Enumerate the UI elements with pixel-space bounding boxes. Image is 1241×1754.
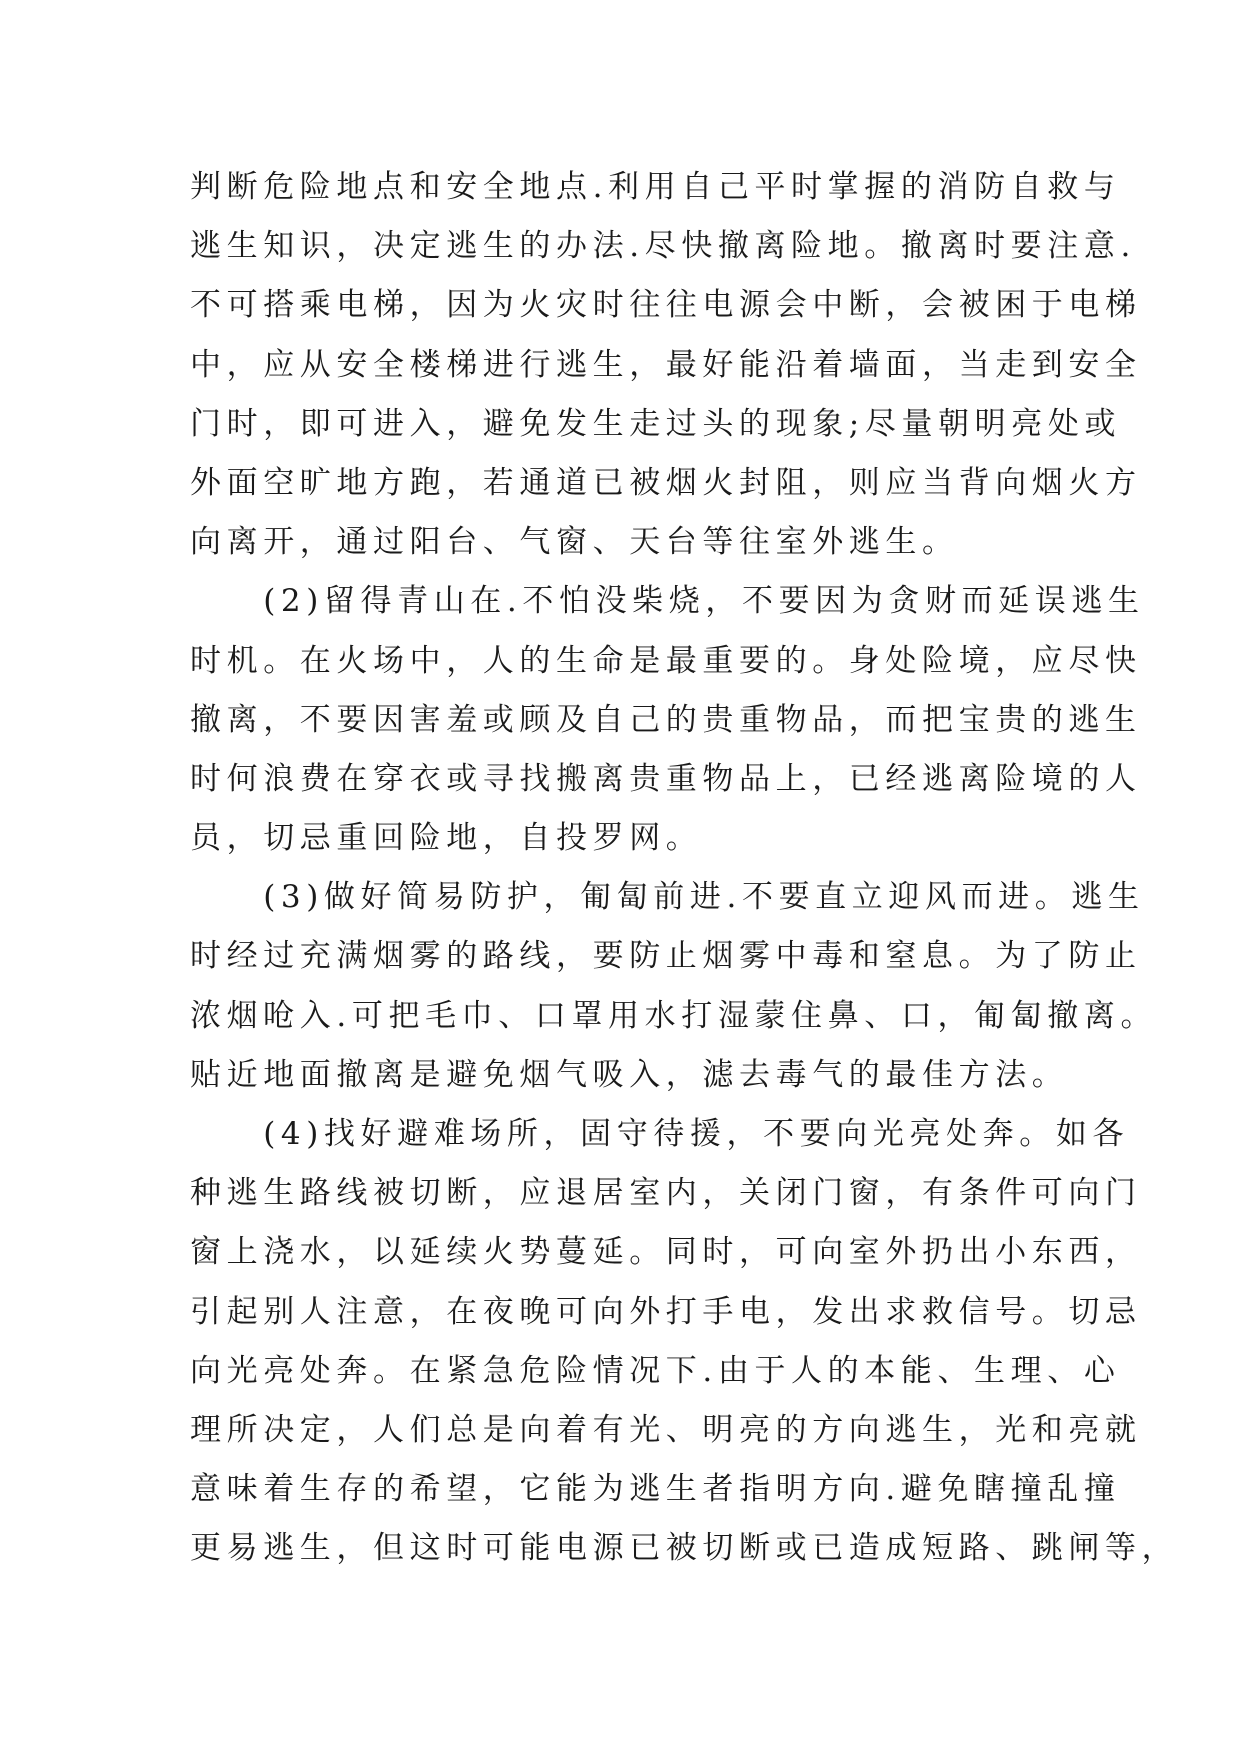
text-line: 门时，即可进入，避免发生走过头的现象;尽量朝明亮处或 (190, 405, 1122, 442)
text-line: 浓烟呛入.可把毛巾、口罩用水打湿蒙住鼻、口，匍匐撤离。 (190, 997, 1158, 1034)
text-line: 意味着生存的希望，它能为逃生者指明方向.避免瞎撞乱撞 (190, 1471, 1121, 1508)
text-line: 引起别人注意，在夜晚可向外打手电，发出求救信号。切忌 (190, 1293, 1142, 1330)
paragraph-3-start: (3)做好简易防护，匍匐前进.不要直立迎风而进。逃生 (190, 879, 1145, 916)
text-line: 不可搭乘电梯，因为火灾时往往电源会中断，会被困于电梯 (190, 287, 1142, 324)
paragraph-2-start: (2)留得青山在.不怕没柴烧，不要因为贪财而延误逃生 (190, 583, 1145, 620)
text-line: 员，切忌重回险地，自投罗网。 (190, 820, 703, 857)
text-line: 向光亮处奔。在紧急危险情况下.由于人的本能、生理、心 (190, 1352, 1121, 1389)
text-line: 更易逃生，但这时可能电源已被切断或已造成短路、跳闸等， (190, 1530, 1179, 1567)
text-line: 逃生知识，决定逃生的办法.尽快撤离险地。撤离时要注意. (190, 228, 1136, 265)
text-line: 外面空旷地方跑，若通道已被烟火封阻，则应当背向烟火方 (190, 464, 1142, 501)
text-line: 中，应从安全楼梯进行逃生，最好能沿着墙面，当走到安全 (190, 346, 1142, 383)
text-line: 种逃生路线被切断，应退居室内，关闭门窗，有条件可向门 (190, 1175, 1142, 1212)
paragraph-4-start: (4)找好避难场所，固守待援，不要向光亮处奔。如各 (190, 1116, 1130, 1152)
text-line: 向离开，通过阳台、气窗、天台等往室外逃生。 (190, 524, 959, 561)
text-line: 贴近地面撤离是避免烟气吸入，滤去毒气的最佳方法。 (190, 1056, 1069, 1093)
text-line: 判断危险地点和安全地点.利用自己平时掌握的消防自救与 (190, 169, 1121, 205)
text-line: 理所决定，人们总是向着有光、明亮的方向逃生，光和亮就 (190, 1411, 1142, 1448)
text-line: 时何浪费在穿衣或寻找搬离贵重物品上，已经逃离险境的人 (190, 760, 1142, 797)
body-text (190, 158, 1179, 1579)
text-line: 时经过充满烟雾的路线，要防止烟雾中毒和窒息。为了防止 (190, 938, 1142, 975)
text-line: 撤离，不要因害羞或顾及自己的贵重物品，而把宝贵的逃生 (190, 701, 1142, 738)
text-line: 时机。在火场中，人的生命是最重要的。身处险境，应尽快 (190, 642, 1142, 679)
text-line: 窗上浇水，以延续火势蔓延。同时，可向室外扔出小东西， (190, 1234, 1142, 1271)
